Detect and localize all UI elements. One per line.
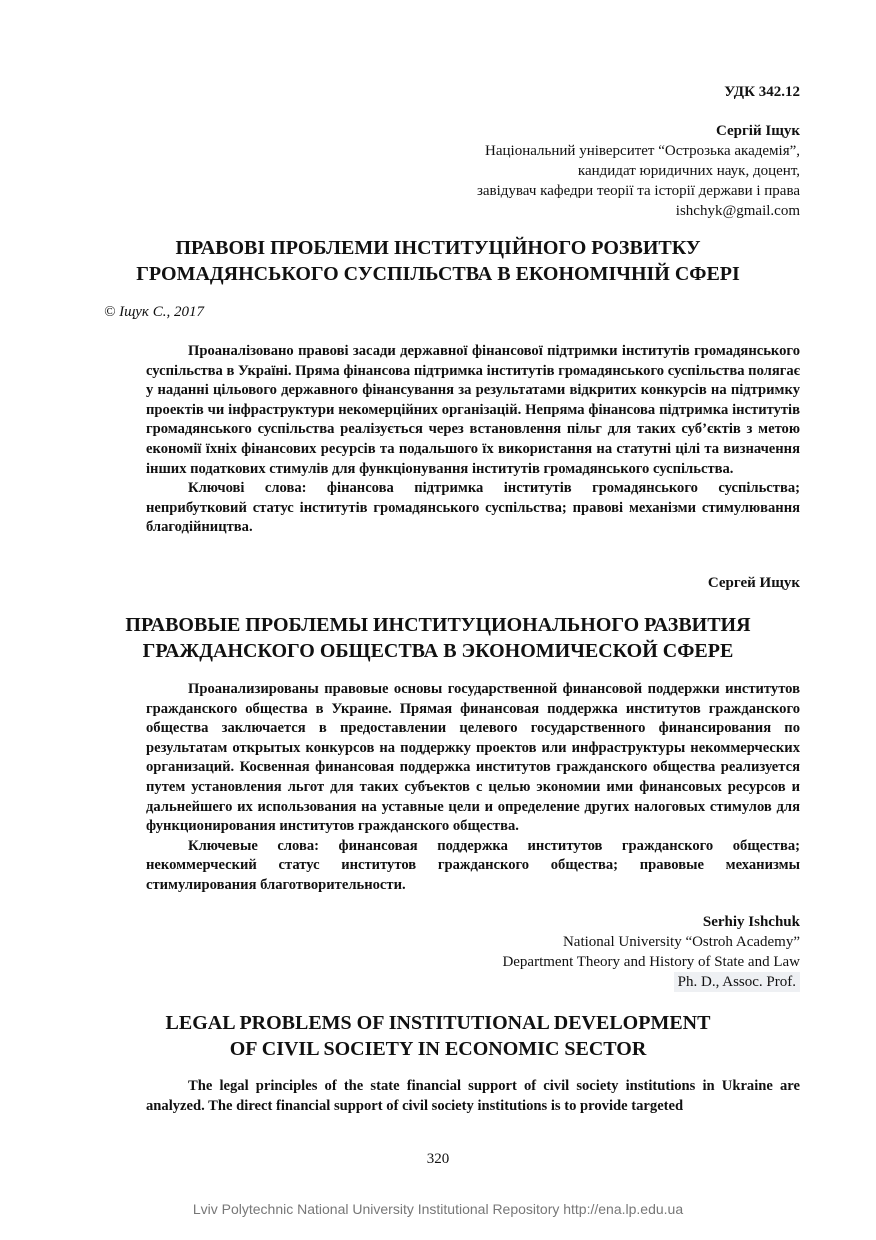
ua-author-block bbox=[477, 121, 800, 221]
ua-keywords: Ключові слова: фінансова підтримка інститутів громадянського суспільства; неприбутковий статус інститутів громадянського суспільства; правові механізми стимулювання благодійництва. bbox=[146, 480, 800, 536]
ua-title bbox=[0, 235, 876, 287]
ua-abstract bbox=[146, 342, 800, 538]
ua-author-degree: кандидат юридичних наук, доцент, bbox=[577, 163, 800, 179]
en-abstract bbox=[146, 1077, 800, 1116]
ua-abstract-text-a: Проаналізовано правові засади державної фінансової підтримки інститутів громадянського суспільства в Україні. Пряма фінансова підтримка інститутів громадянського суспільства полягає у наданні цільового державного фінансування за результатами відкритих конкурсів на підтримку проектів чи інфраструктури некомерційних організацій. bbox=[146, 343, 800, 418]
ru-title-line1: ПРАВОВЫЕ ПРОБЛЕМЫ ИНСТИТУЦИОНАЛЬНОГО РАЗВИТИЯ bbox=[125, 614, 751, 636]
ru-title bbox=[0, 612, 876, 664]
ru-author-name: Сергей Ищук bbox=[707, 575, 800, 591]
en-author-department: Department Theory and History of State and Law bbox=[502, 954, 800, 970]
en-title bbox=[0, 1010, 876, 1062]
en-title-line2: OF CIVIL SOCIETY IN ECONOMIC SECTOR bbox=[229, 1038, 647, 1060]
ru-keywords: Ключевые слова: финансовая поддержка институтов гражданского общества; некоммерческий статус институтов гражданского общества; правовые механизмы стимулирования благотворительности. bbox=[146, 837, 800, 893]
ua-author-email: ishchyk@gmail.com bbox=[675, 203, 800, 219]
ru-abstract bbox=[146, 680, 800, 896]
ua-title-line2: ГРОМАДЯНСЬКОГО СУСПІЛЬСТВА В ЕКОНОМІЧНІЙ СФЕРІ bbox=[136, 263, 740, 285]
en-abstract-text: The legal principles of the state financial support of civil society institutions in Ukraine are analyzed. The direct financial support of civil society institutions is to provide targeted bbox=[146, 1078, 800, 1114]
en-author-degree: Ph. D., Assoc. Prof. bbox=[674, 972, 800, 992]
ua-author-name: Сергій Іщук bbox=[715, 123, 800, 139]
udc-code: УДК 342.12 bbox=[724, 84, 800, 100]
ua-abstract-text-b: Непряма фінансова підтримка інститутів громадянського суспільства реалізується через встановлення пільг для таких суб’єктів з метою економії їхніх фінансових ресурсів та подальшого їх використання на статутні цілі та визначення інших податкових стимулів для функціонування інститутів громадянського суспільства. bbox=[146, 401, 800, 477]
ua-title-line1: ПРАВОВІ ПРОБЛЕМИ ІНСТИТУЦІЙНОГО РОЗВИТКУ bbox=[175, 237, 701, 259]
ru-title-line2: ГРАЖДАНСКОГО ОБЩЕСТВА В ЭКОНОМИЧЕСКОЙ СФЕРЕ bbox=[142, 640, 734, 662]
en-author-block bbox=[502, 912, 800, 992]
en-author-affiliation: National University “Ostroh Academy” bbox=[562, 934, 800, 950]
ua-author-affiliation: Національний університет “Острозька академія”, bbox=[485, 143, 800, 159]
page-number: 320 bbox=[426, 1151, 450, 1167]
en-author-name: Serhiy Ishchuk bbox=[702, 914, 800, 930]
copyright: © Іщук С., 2017 bbox=[104, 304, 204, 320]
repository-footer: Lviv Polytechnic National University Institutional Repository http://ena.lp.edu.ua bbox=[192, 1201, 684, 1217]
ru-abstract-text: Проанализированы правовые основы государственной финансовой поддержки институтов гражданского общества в Украине. Прямая финансовая поддержка институтов гражданского общества заключается в предоставлении целевого государственного финансирования по результатам открытых конкурсов на поддержку проектов или инфраструктуры некоммерческих организаций. Косвенная финансовая поддержка институтов гражданского общества реализуется путем установления льгот для таких субъектов с целью экономии ими финансовых ресурсов и дальнейшего их использования на уставные цели и определение других налоговых стимулов для функционирования институтов гражданского общества. bbox=[146, 681, 800, 835]
ua-author-position: завідувач кафедри теорії та історії держави і права bbox=[476, 183, 800, 199]
en-title-line1: LEGAL PROBLEMS OF INSTITUTIONAL DEVELOPMENT bbox=[165, 1012, 711, 1034]
